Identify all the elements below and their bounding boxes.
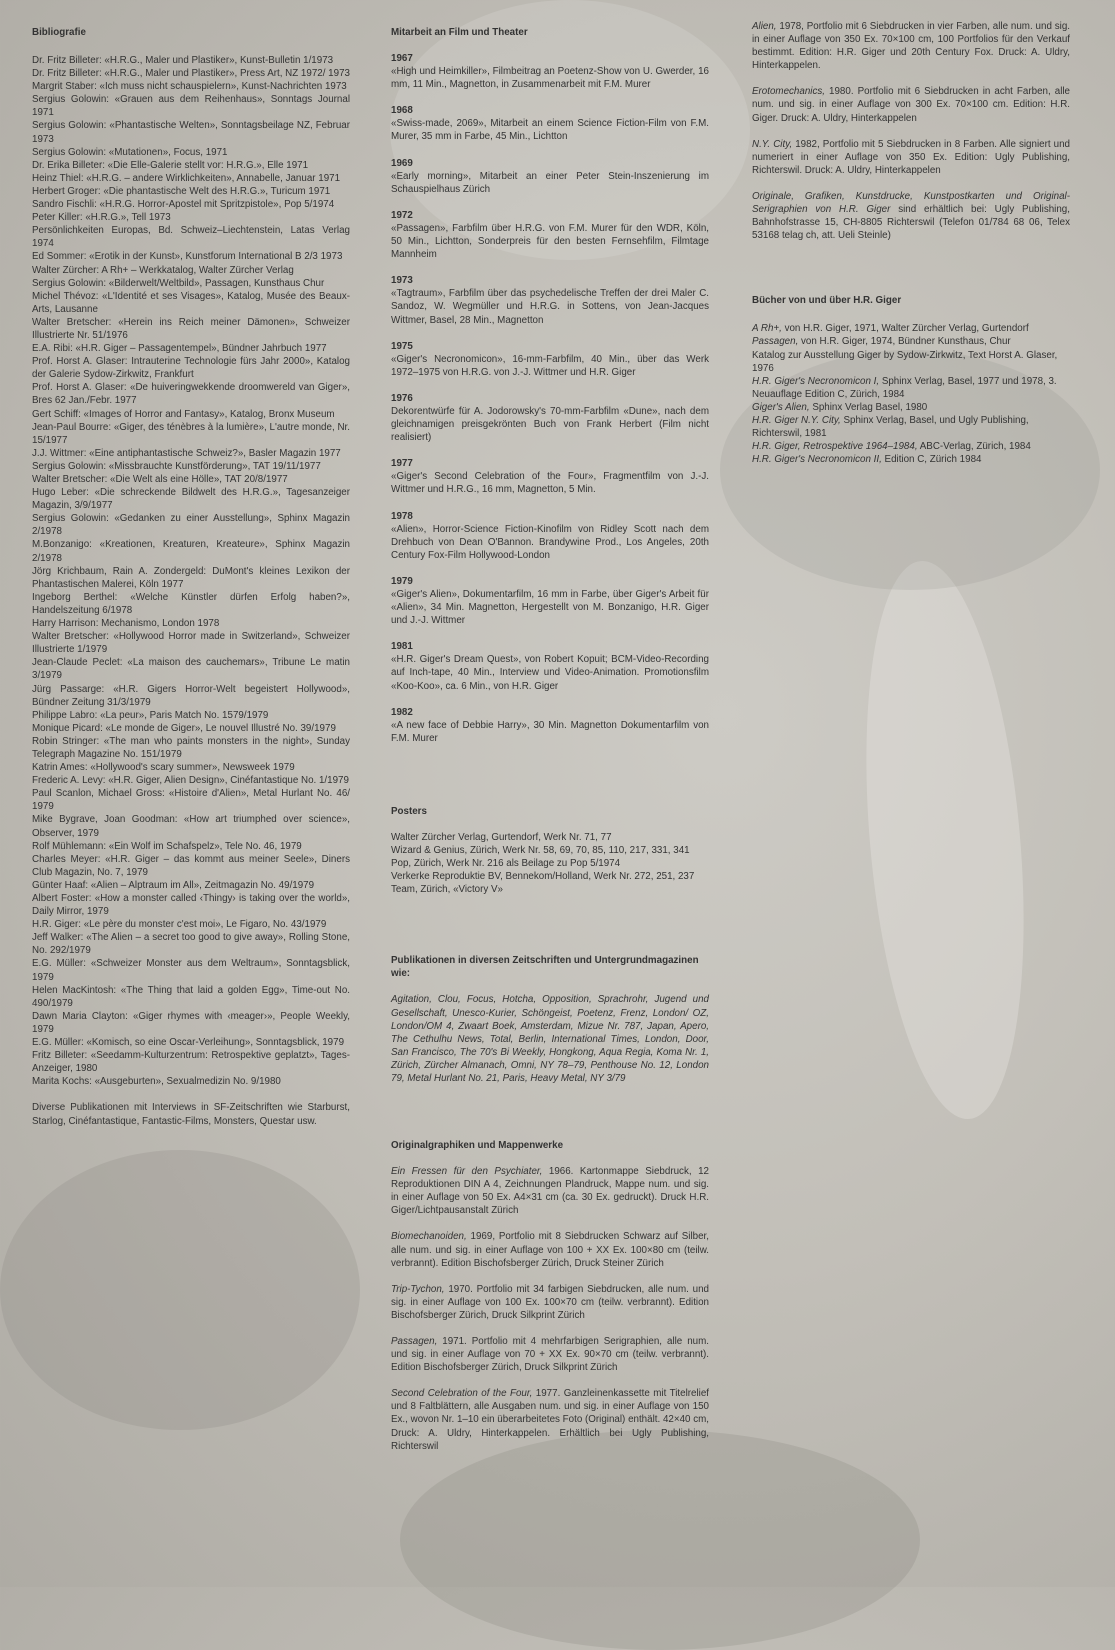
bibliography-entry: Albert Foster: «How a monster called ‹Thingy› is taking over the world», Daily Mirror, 1979 [32,893,350,918]
poster-line: Verkerke Reproduktie BV, Bennekom/Holland, Werk Nr. 272, 251, 237 [391,871,695,883]
bibliography-entry: Dawn Maria Clayton: «Giger rhymes with ‹meager›», People Weekly, 1979 [32,1010,350,1035]
bibliography-entry: Jeff Walker: «The Alien – a secret too good to give away», Rolling Stone, No. 292/1979 [32,932,350,957]
column-portfolios-books [752,20,1070,466]
poster-line: Pop, Zürich, Werk Nr. 216 als Beilage zu Pop 5/1974 [391,858,621,870]
bibliography-entry: Herbert Groger: «Die phantastische Welt des H.R.G.», Turicum 1971 [32,185,331,197]
film-description: «Swiss-made, 2069», Mitarbeit an einem Science Fiction-Film von F.M. Murer, 35 mm in Farbe, 45 Min., Lichtton [391,118,709,143]
bibliography-entry: Ed Sommer: «Erotik in der Kunst», Kunstforum International B 2/3 1973 [32,251,343,263]
film-year: 1968 [391,105,413,117]
bibliography-entry: E.G. Müller: «Schweizer Monster aus dem Weltraum», Sonntagsblick, 1979 [32,958,350,983]
bibliography-entry: E.G. Müller: «Komisch, so eine Oscar-Verleihung», Sonntagsblick, 1979 [32,1037,345,1049]
bibliography-entry: Sergius Golowin: «Grauen aus dem Reihenhaus», Sonntags Journal 1971 [32,94,350,119]
portfolio-entry-title: Second Celebration of the Four, [391,1388,533,1400]
bibliography-entry: Fritz Billeter: «Seedamm-Kulturzentrum: Retrospektive geplatzt», Tages-Anzeiger, 1980 [32,1050,350,1075]
bibliography-entry: Marita Kochs: «Ausgeburten», Sexualmedizin No. 9/1980 [32,1076,281,1088]
bibliography-entry: Harry Harrison: Mechanismo, London 1978 [32,618,220,630]
book-entry-text: Katalog zur Ausstellung Giger by Sydow-Zirkwitz, Text Horst A. Glaser, 1976 [752,349,1058,374]
bibliography-entry: Prof. Horst A. Glaser: «De huiveringwekkende droomwereld van Giger», Bres 62 Jan./Febr. 1977 [32,382,350,407]
portfolio-entry-title: Trip-Tychon, [391,1283,445,1295]
book-entry-title: H.R. Giger's Necronomicon II, [752,454,882,466]
bibliography-entry: Rolf Mühlemann: «Ein Wolf im Schafspelz», Tele No. 46, 1979 [32,840,302,852]
book-entry-text: Sphinx Verlag Basel, 1980 [809,401,928,413]
bibliography-entry: Sergius Golowin: «Bilderwelt/Weltbild», Passagen, Kunsthaus Chur [32,277,325,289]
film-description: «Passagen», Farbfilm über H.R.G. von F.M. Murer für den WDR, Köln, 50 Min., Lichtton, Sonderpreis für den besten Fernsehfilm, Filmtage Mannheim [391,222,709,261]
portfolio-entry-text: 1982, Portfolio mit 5 Siebdrucken in 8 Farben. Alle signiert und numeriert in einer Auflage von 350 Ex. Edition: Ugly Publishing, Richterswil. Druck: A. Uldry, Hinterkappelen [752,138,1070,176]
bibliography-entry: Michel Thévoz: «L'Identité et ses Visages», Katalog, Musée des Beaux-Arts, Lausanne [32,290,350,315]
film-year: 1975 [391,340,413,352]
bibliography-entry: Walter Zürcher: A Rh+ – Werkkatalog, Walter Zürcher Verlag [32,264,294,276]
film-list [391,52,709,745]
bibliography-entry: Philippe Labro: «La peur», Paris Match No. 1579/1979 [32,709,269,721]
portfolio-list [752,20,1070,177]
poster-line: Team, Zürich, «Victory V» [391,884,503,896]
portfolio-entry [391,1283,709,1322]
portfolio-entry-title: Ein Fressen für den Psychiater, [391,1166,543,1178]
bibliography-entry: Dr. Fritz Billeter: «H.R.G., Maler und Plastiker», Kunst-Bulletin 1/1973 [32,55,334,66]
bibliography-entry: H.R. Giger: «Le père du monster c'est moi», Le Figaro, No. 43/1979 [32,919,327,931]
film-year: 1973 [391,275,413,287]
posters-list [391,831,709,896]
portfolio-entry-text: 1977. Ganzleinenkassette mit Titelrelief und 8 Faltblättern, alle Ausgaben num. und sig. in einer Auflage von 150 Ex., wovon Nr. 1–10 ein überarbeitetes Foto (Original) enthält. 42×40 cm, Druck: A. Uldry, Hinterkappelen. Erhältlich bei Ugly Publishing, Richterswil [391,1388,709,1452]
film-year: 1967 [391,53,413,64]
film-description: «High und Heimkiller», Filmbeitrag an Poetenz-Show von U. Gwerder, 16 mm, 11 Min., Magnetton, in Zusammenarbeit mit F.M. Murer [391,66,709,91]
portfolio-entry [391,1165,709,1217]
portfolio-entry [391,1230,709,1269]
bibliography-entry: Walter Bretscher: «Die Welt als eine Hölle», TAT 20/8/1977 [32,474,288,485]
book-entry [752,375,1070,401]
film-description: «Tagtraum», Farbfilm über das psychedelische Treffen der drei Maler C. Sandoz, W. Wegmüller und H.R.G. in Sottens, von Jean-Jacques Wittmer, Basel, 28 Min., Magnetton [391,288,709,326]
availability-note-italic: Originale, Grafiken, Kunstdrucke, Kunstpostkarten und Original-Serigraphien von H.R. Giger [752,190,1070,216]
bibliography-entry: J.J. Wittmer: «Eine antiphantastische Schweiz?», Basler Magazin 1977 [32,447,341,459]
book-entry [752,322,1070,335]
bibliography-entry: Persönlichkeiten Europas, Bd. Schweiz–Liechtenstein, Latas Verlag 1974 [32,225,350,250]
portfolio-entry-text: 1969, Portfolio mit 8 Siebdrucken Schwarz auf Silber, alle num. und sig. in einer Auflage von 100 + XX Ex. 100×80 cm (teilw. verbrannt). Edition Bischofsberger Zürich, Druck Steiner Zürich [391,1231,709,1269]
film-heading: Mitarbeit an Film und Theater [391,27,528,38]
book-entry [752,440,1070,453]
book-entry-title: A Rh+, [752,323,782,335]
bibliography-footer: Diverse Publikationen mit Interviews in SF-Zeitschriften wie Starburst, Starlog, Cinéfantastique, Fantastic-Films, Monsters, Questar usw. [32,1102,350,1127]
film-year: 1978 [391,510,413,522]
film-description: «Early morning», Mitarbeit an einer Peter Stein-Inszenierung im Schauspielhaus Zürich [391,170,709,195]
availability-note [752,190,1070,242]
portfolio-entry-text: 1966. Kartonmappe Siebdruck, 12 Reproduktionen DIN A 4, Zeichnungen Plandruck, Mappe num. und sig. in einer Auflage von 50 Ex. A4×31 cm (ca. 30 Ex. gedruckt). Druck H.R. Giger/Lichtpausanstalt Zürich [391,1166,709,1217]
bibliography-entry: Katrin Ames: «Hollywood's scary summer», Newsweek 1979 [32,762,295,774]
bibliography-entry: Walter Bretscher: «Hollywood Horror made in Switzerland», Schweizer Illustrierte 1/1979 [32,631,350,656]
film-description: Dekorentwürfe für A. Jodorowsky's 70-mm-Farbfilm «Dune», nach dem gleichnamigen preisgekrönten Buch von Frank Herbert (Film nicht realisiert) [391,405,709,444]
poster-line: Walter Zürcher Verlag, Gurtendorf, Werk Nr. 71, 77 [391,831,612,843]
book-entry [752,453,1070,466]
portfolio-entry-title: Alien, [752,21,777,32]
book-entry-title: Passagen, [752,336,799,348]
film-description: «Alien», Horror-Science Fiction-Kinofilm von Ridley Scott nach dem Drehbuch von Dean O'Bannon. Brandywine Prod., Los Angeles, 20th Century Fox-Film Hollywood-London [391,523,709,561]
film-description: «Giger's Necronomicon», 16-mm-Farbfilm, 40 Min., über das Werk 1972–1975 von H.R.G. von J.-J. Wittmer und H.R. Giger [391,353,709,378]
film-year: 1977 [391,458,413,470]
film-description: «A new face of Debbie Harry», 30 Min. Magnetton Dokumentarfilm von F.M. Murer [391,719,709,744]
books-list [752,322,1070,466]
book-entry-text: von H.R. Giger, 1971, Walter Zürcher Verlag, Gurtendorf [781,323,1029,335]
bibliography-entry: Sandro Fischli: «H.R.G. Horror-Apostel mit Spritzpistole», Pop 5/1974 [32,199,335,211]
posters-heading: Posters [391,805,427,817]
film-year: 1969 [391,157,413,169]
bibliography-entry: Dr. Erika Billeter: «Die Elle-Galerie stellt vor: H.R.G.», Elle 1971 [32,159,309,171]
portfolio-entry-title: N.Y. City, [752,138,793,150]
book-entry-title: H.R. Giger's Necronomicon I, [752,375,880,387]
portfolio-entry [752,20,1070,72]
film-year: 1982 [391,706,413,718]
book-entry-text: von H.R. Giger, 1974, Bündner Kunsthaus, Chur [798,336,1011,348]
bibliography-entry: Paul Scanlon, Michael Gross: «Histoire d'Alien», Metal Hurlant No. 46/ 1979 [32,788,350,813]
book-entry [752,335,1070,348]
bibliography-entry: Jean-Paul Bourre: «Giger, des ténèbres à la lumière», L'autre monde, Nr. 15/1977 [32,421,350,446]
film-description: «H.R. Giger's Dream Quest», von Robert Kopuit; BCM-Video-Recording auf Inch-tape, 40 Min., Interview und Video-Animation. Promotionsfilm «Koo-Koo», ca. 6 Min., von H.R. Giger [391,654,709,692]
bibliography-entry: Gert Schiff: «Images of Horror and Fantasy», Katalog, Bronx Museum [32,408,335,420]
portfolio-entry-text: 1980. Portfolio mit 6 Siebdrucken in acht Farben, alle num. und sig. in einer Auflage von 300 Ex. 70×100 cm. Edition: H.R. Giger. Druck: A. Uldry, Hinterkappelen [752,86,1070,124]
bibliography-entry: Jörg Krichbaum, Rain A. Zondergeld: DuMont's kleines Lexikon der Phantastischen Malerei, Köln 1977 [32,565,350,590]
book-entry-title: H.R. Giger N.Y. City, [752,414,841,426]
book-entry-text: ABC-Verlag, Zürich, 1984 [917,441,1031,453]
book-entry-text: Sphinx Verlag, Basel, und Ugly Publishing, Richterswil, 1981 [752,414,1029,440]
film-year: 1976 [391,392,413,404]
film-description: «Giger's Second Celebration of the Four», Fragmentfilm von J.-J. Wittmer und H.R.G., 16 mm, Magnetton, 5 Min. [391,471,709,496]
bibliography-entry: Ingeborg Berthel: «Welche Künstler dürfen Erfolg haben?», Handelszeitung 6/1978 [32,591,350,616]
film-year: 1972 [391,209,413,221]
bibliography-list [32,54,350,1088]
availability-note-text: sind erhältlich bei: Ugly Publishing, Bahnhofstrasse 15, CH-8805 Richterswil (Telefon 01/784 68 06, Telex 53168 telag ch, att. Ueli Steinle) [752,204,1070,242]
bibliography-entry: Margrit Staber: «Ich muss nicht schauspielern», Kunst-Nachrichten 1973 [32,81,347,93]
book-entry-title: H.R. Giger, Retrospektive 1964–1984, [752,441,918,453]
bibliography-entry: Monique Picard: «Le monde de Giger», Le nouvel Illustré No. 39/1979 [32,722,336,734]
film-description: «Giger's Alien», Dokumentarfilm, 16 mm in Farbe, über Giger's Arbeit für «Alien», 34 Min. Magnetton, Hergestellt von M. Bonzanigo, H.R. Giger und J.-J. Wittmer [391,589,709,627]
bibliography-entry: Mike Bygrave, Joan Goodman: «How art triumphed over science», Observer, 1979 [32,814,350,839]
portfolio-entry-text: 1970. Portfolio mit 34 farbigen Siebdrucken, alle num. und sig. in einer Auflage von 100 Ex. 100×70 cm (teilw. verbrannt). Edition Bischofsberger Zürich, Druck Silkprint Zürich [391,1283,709,1321]
portfolio-entry [752,85,1070,124]
book-entry-text: Edition C, Zürich 1984 [881,454,982,466]
bibliography-heading: Bibliografie [32,27,86,38]
book-entry-title: Giger's Alien, [752,401,810,413]
book-entry [752,414,1070,440]
portfolio-entry-text: 1971. Portfolio mit 4 mehrfarbigen Serigraphien, alle num. und sig. in einer Auflage von 70 + XX Ex. 90×70 cm (teilw. verbrannt). Edition Bischofsberger Zürich, Druck Silkprint Zürich [391,1336,709,1374]
poster-line: Wizard & Genius, Zürich, Werk Nr. 58, 69, 70, 85, 110, 217, 331, 341 [391,845,690,857]
portfolio-entry-title: Passagen, [391,1336,438,1347]
portfolio-entry [391,1387,709,1452]
original-heading: Originalgraphiken und Mappenwerke [391,1140,564,1152]
column-bibliography [32,20,350,1141]
book-entry [752,401,1070,414]
portfolio-entry-title: Biomechanoiden, [391,1231,467,1243]
film-year: 1979 [391,575,413,587]
publications-text: Agitation, Clou, Focus, Hotcha, Opposition, Sprachrohr, Jugend und Gesellschaft, Unesco-Kurier, Schöngeist, Poetenz, Frenz, London/ OZ, London/OM 4, Zwaart Boek, Amsterdam, Mizue Nr. 787, Japan, Apero, The Cethulhu News, Total, Berlin, International Times, London, Door, San Francisco, The 70's Bi Weekly, Hongkong, Aqua Regia, Koma Nr. 1, Zürich, Zürcher Almanach, Omni, NY 78–79, Penthouse No. 12, London 79, Metal Hurlant No. 21, Paris, Heavy Metal, NY 3/79 [391,994,709,1084]
bibliography-entry: Sergius Golowin: «Mutationen», Focus, 1971 [32,146,228,158]
bibliography-entry: Jürg Passarge: «H.R. Gigers Horror-Welt begeistert Hollywood», Bündner Zeitung 31/3/1979 [32,683,350,708]
bibliography-entry: Sergius Golowin: «Gedanken zu einer Ausstellung», Sphinx Magazin 2/1978 [32,513,350,538]
background-highlight [846,555,1044,1126]
bibliography-entry: Sergius Golowin: «Phantastische Welten», Sonntagsbeilage NZ, Februar 1973 [32,120,350,145]
bibliography-entry: Hugo Leber: «Die schreckende Bildwelt des H.R.G.», Tagesanzeiger Magazin, 3/9/1977 [32,487,350,512]
portfolio-entry [752,138,1070,177]
bibliography-entry: Charles Meyer: «H.R. Giger – das kommt aus meiner Seele», Diners Club Magazin, No. 7, 1979 [32,853,350,878]
portfolio-entry [391,1335,709,1374]
portfolio-entry-title: Erotomechanics, [752,86,825,98]
bibliography-entry: Robin Stringer: «The man who paints monsters in the night», Sunday Telegraph Magazine No. 151/1979 [32,735,350,760]
bibliography-entry: Prof. Horst A. Glaser: Intrauterine Technologie fürs Jahr 2000», Katalog der Galerie Sydow-Zirkwitz, Frankfurt [32,356,350,381]
bibliography-entry: Heinz Thiel: «H.R.G. – andere Wirklichkeiten», Annabelle, Januar 1971 [32,172,341,184]
publications-heading: Publikationen in diversen Zeitschriften und Untergrundmagazinen wie: [391,955,699,980]
column-film-posters [391,20,709,1466]
bibliography-entry: E.A. Ribi: «H.R. Giger – Passagentempel», Bündner Jahrbuch 1977 [32,343,327,355]
bibliography-entry: Frederic A. Levy: «H.R. Giger, Alien Design», Cinéfantastique No. 1/1979 [32,775,349,787]
bibliography-entry: M.Bonzanigo: «Kreationen, Kreaturen, Kreateure», Sphinx Magazin 2/1978 [32,539,350,564]
bibliography-entry: Sergius Golowin: «Missbrauchte Kunstförderung», TAT 19/11/1977 [32,460,321,472]
book-entry [752,349,1070,375]
bibliography-entry: Walter Bretscher: «Herein ins Reich meiner Dämonen», Schweizer Illustrierte Nr. 51/1976 [32,316,350,341]
film-year: 1981 [391,641,413,653]
bibliography-entry: Dr. Fritz Billeter: «H.R.G., Maler und Plastiker», Press Art, NZ 1972/ 1973 [32,68,350,80]
bibliography-entry: Günter Haaf: «Alien – Alptraum im All», Zeitmagazin No. 49/1979 [32,879,315,891]
portfolio-entry-text: 1978, Portfolio mit 6 Siebdrucken in vier Farben, alle num. und sig. in einer Auflage von 350 Ex. 70×100 cm, 100 Portfolios für den Verkauf bestimmt. Edition: H.R. Giger und 20th Century Fox. Druck: A. Uldry, Hinterkappelen. [752,21,1070,72]
original-list [391,1165,709,1453]
bibliography-entry: Helen MacKintosh: «The Thing that laid a golden Egg», Time-out No. 490/1979 [32,984,350,1009]
background-shadow [0,1150,360,1430]
book-entry-text: Sphinx Verlag, Basel, 1977 und 1978, 3. Neuauflage Edition C, Zürich, 1984 [752,375,1057,400]
bibliography-entry: Jean-Claude Peclet: «La maison des cauchemars», Tribune Le matin 3/1979 [32,657,350,682]
books-heading: Bücher von und über H.R. Giger [752,295,902,307]
bibliography-entry: Peter Killer: «H.R.G.», Tell 1973 [32,212,171,224]
